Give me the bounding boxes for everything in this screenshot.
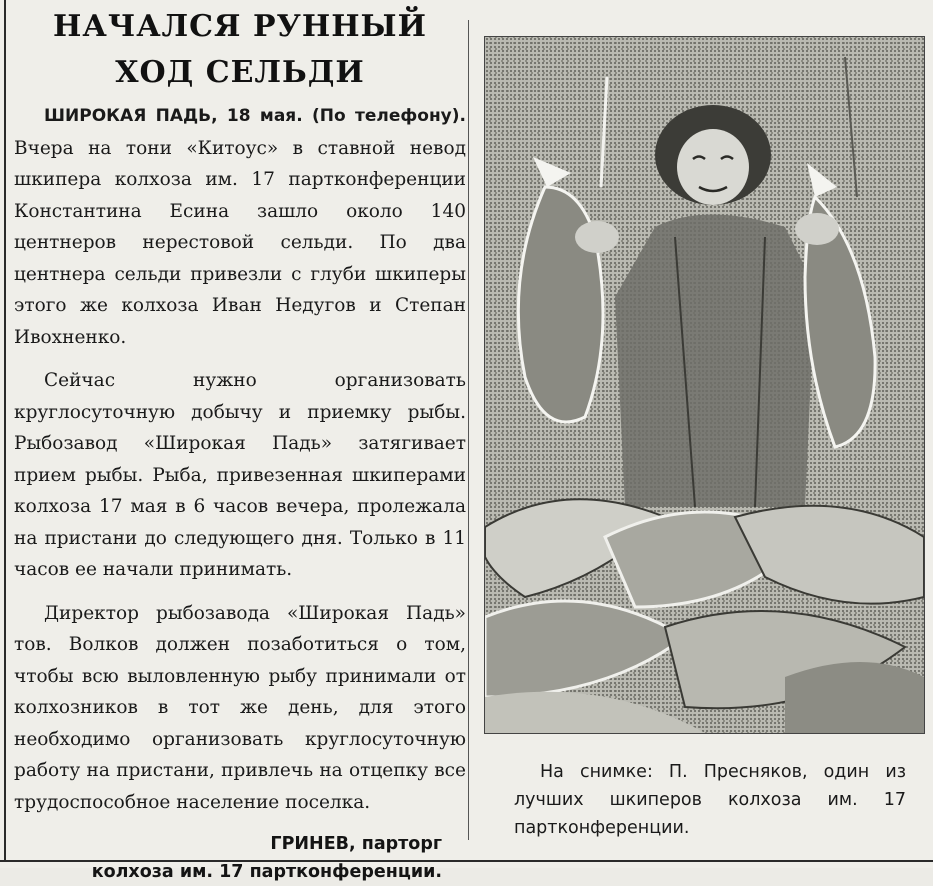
- article-signature: [14, 830, 466, 886]
- article-paragraph-3: Директор рыбозавода «Широкая Падь» тов. Волков должен позаботиться о том, чтобы всю выловленную рыбу принимали от колхозников в тот же день, для этого необходимо организовать круглосуточную работу на пристани, привлечь на отцепку все трудоспособное население поселка.: [14, 602, 466, 813]
- article-column: [14, 4, 466, 886]
- headline-line-1: НАЧАЛСЯ РУННЫЙ: [53, 9, 427, 44]
- article-dateline: ШИРОКАЯ ПАДЬ, 18 мая. (По телефону).: [44, 106, 466, 126]
- fisherman-photo-illustration: [485, 37, 924, 733]
- paragraph-1-text: Вчера на тони «Китоус» в ставной невод шкипера колхоза им. 17 партконференции Константина Есина зашло около 140 центнеров нерестовой сельди. По два центнера сельди привезли с глуби шкиперы этого же колхоза Иван Недугов и Степан Ивохненко.: [14, 137, 466, 348]
- article-paragraph-1: [14, 100, 466, 353]
- fisherman-photo: [484, 36, 925, 734]
- left-border-rule: [4, 0, 6, 860]
- photo-caption: [514, 758, 906, 842]
- signature-author: ГРИНЕВ, парторг: [270, 834, 442, 854]
- column-divider: [468, 20, 469, 840]
- article-paragraph-2: Сейчас нужно организовать круглосуточную добычу и приемку рыбы. Рыбозавод «Широкая Падь» затягивает прием рыбы. Рыба, привезенная шкиперами колхоза 17 мая в 6 часов вечера, пролежала на пристани до следующего дня. Только в 11 часов ее начали принимать.: [14, 370, 466, 580]
- photo-caption-text: На снимке: П. Пресняков, один из лучших шкиперов колхоза им. 17 партконференции.: [514, 762, 906, 838]
- article-headline: [14, 4, 466, 96]
- headline-line-2: ХОД СЕЛЬДИ: [115, 55, 365, 90]
- signature-affiliation: колхоза им. 17 партконференции.: [91, 862, 442, 882]
